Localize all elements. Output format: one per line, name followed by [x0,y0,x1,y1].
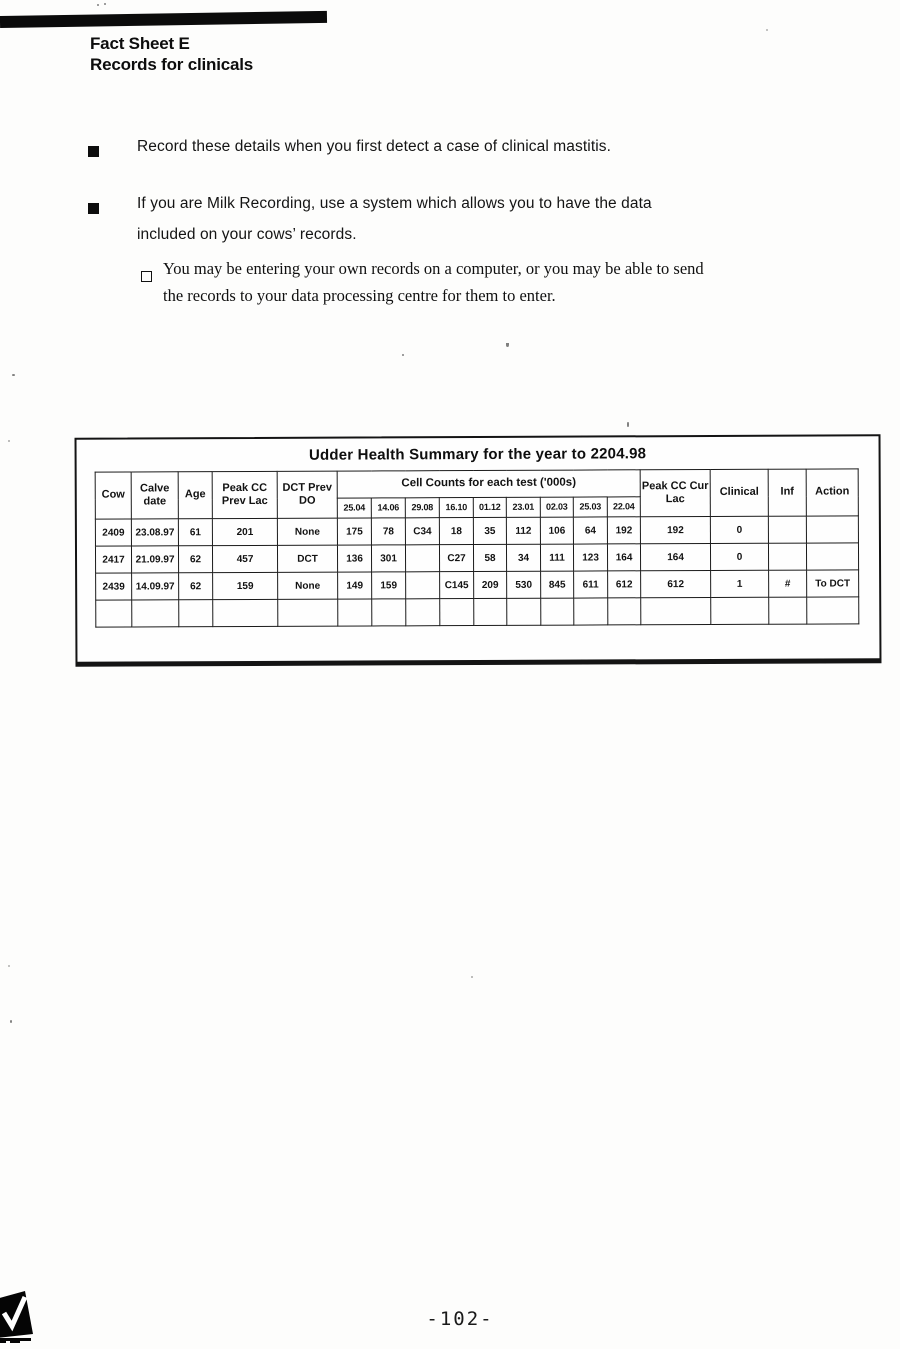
col-header-action: Action [806,469,858,516]
bullet-square-icon [88,203,99,214]
fact-sheet-title: Fact Sheet E [90,34,190,53]
table-cell: 845 [541,571,574,598]
table-row [95,543,858,573]
col-header-peak-cc-prev-lac: Peak CC Prev Lac [212,471,277,518]
col-header-clinical: Clinical [710,469,768,516]
table-cell [213,599,278,626]
col-header-cell-counts-group: Cell Counts for each test ('000s) [337,470,640,498]
scan-artifact [12,374,15,376]
col-header-peak-cc-cur-lac: Peak CC Cur Lac [640,469,710,516]
table-cell [338,599,372,626]
test-date-header: 29.08 [405,498,439,518]
table-cell [372,599,406,626]
table-cell: 112 [506,517,540,544]
table-cell: 23.08.97 [131,519,178,546]
table-cell: 149 [338,572,372,599]
scan-artifact [104,3,106,5]
sub-bullet-line: You may be entering your own records on a computer, or you may be able to send [163,259,704,278]
scan-artifact [627,422,629,427]
test-date-header: 23.01 [506,497,540,517]
table-cell: C27 [439,545,473,572]
col-header-inf: Inf [768,469,806,516]
bullet-item [137,188,827,250]
table-cell: 0 [710,516,768,543]
scan-artifact [471,976,473,978]
table-cell: 192 [640,516,710,543]
table-cell: 1 [711,570,769,597]
test-date-header: 25.04 [337,498,371,518]
page-number: -102- [426,1308,494,1330]
table-cell: 111 [540,544,573,571]
table-cell: 14.09.97 [132,573,179,600]
table-cell: 78 [371,518,405,545]
table-cell: 192 [607,517,640,544]
table-cell [406,599,440,626]
udder-health-table [95,468,860,627]
table-cell: 611 [574,571,608,598]
table-cell [806,543,858,570]
checkmark-logo-icon [0,1290,38,1344]
table-title: Udder Health Summary for the year to 2204.98 [308,445,647,464]
table-cell [574,598,608,625]
test-date-header: 16.10 [439,498,473,518]
table-cell: 62 [178,546,212,573]
scan-artifact [97,4,99,6]
table-cell: 35 [473,517,506,544]
table-cell [541,598,574,625]
table-cell [806,516,858,543]
bullet-line: If you are Milk Recording, use a system which allows you to have the data [137,195,652,212]
table-cell: 612 [608,571,641,598]
col-header-calve-date: Calve date [131,472,178,519]
table-cell: 0 [710,543,768,570]
table-cell: 34 [506,544,540,571]
table-cell: 61 [178,519,212,546]
test-date-header: 01.12 [473,497,506,517]
table-cell: 201 [212,518,277,545]
table-cell: 21.09.97 [131,546,178,573]
scan-artifact [402,354,404,356]
table-cell: 530 [507,571,541,598]
table-cell: 301 [371,545,405,572]
fact-sheet-subtitle: Records for clinicals [90,55,254,74]
scan-artifact [766,29,768,31]
table-cell [769,597,807,624]
test-date-header: 25.03 [573,497,607,517]
scan-artifact [506,343,509,347]
sub-bullet-square-icon [141,271,152,282]
test-date-header: 02.03 [540,497,573,517]
table-cell [474,598,507,625]
table-cell: 159 [372,572,406,599]
table-cell [807,597,859,624]
top-rule-bar [0,11,327,28]
bullet-line: Record these details when you first detect a case of clinical mastitis. [137,138,612,155]
page-title [90,33,253,75]
sub-bullet-line: the records to your data processing centre for them to enter. [163,286,556,305]
table-cell: 164 [640,543,710,570]
scan-artifact [8,440,10,442]
test-date-header: 14.06 [371,498,405,518]
table-cell [406,572,440,599]
table-row [96,570,859,600]
table-cell: 106 [540,517,573,544]
table-cell [608,598,641,625]
bullet-line: included on your cows’ records. [137,226,357,243]
table-cell: None [277,518,337,545]
table-cell: 2417 [95,546,131,573]
table-cell: 18 [439,518,473,545]
test-date-header: 22.04 [607,497,640,517]
table-cell: 159 [213,572,278,599]
col-header-cow: Cow [95,472,131,519]
table-cell: C145 [440,572,474,599]
table-cell [278,599,338,626]
table-cell [768,516,806,543]
table-cell [768,543,806,570]
table-cell: 2409 [95,519,131,546]
table-cell: None [278,572,338,599]
table-cell: 123 [573,544,607,571]
table-cell: DCT [277,545,337,572]
table-cell: 164 [607,544,640,571]
table-cell [405,545,439,572]
table-cell [507,598,541,625]
table-cell: 612 [641,570,711,597]
table-cell: To DCT [807,570,859,597]
table-cell: 64 [573,517,607,544]
table-cell [440,599,474,626]
table-row [96,597,859,627]
col-header-dct-prev-do: DCT Prev DO [277,471,337,518]
table-header-row [95,469,858,499]
sub-bullet-item [163,255,853,309]
table-row [95,516,858,546]
table-cell [641,597,711,624]
udder-health-summary-box [75,434,882,667]
table-cell: # [769,570,807,597]
table-cell: C34 [405,518,439,545]
scan-artifact [10,1020,12,1023]
table-cell: 2439 [96,573,132,600]
table-cell [179,600,213,627]
bullet-square-icon [88,146,99,157]
table-cell: 136 [337,545,371,572]
scan-artifact [8,965,10,967]
table-cell: 209 [474,571,507,598]
bullet-item [137,131,817,162]
table-cell: 58 [473,544,506,571]
table-cell [711,597,769,624]
col-header-age: Age [178,472,212,519]
table-cell: 62 [179,573,213,600]
table-cell: 457 [212,545,277,572]
table-cell: 175 [337,518,371,545]
table-cell [132,600,179,627]
table-cell [96,600,132,627]
